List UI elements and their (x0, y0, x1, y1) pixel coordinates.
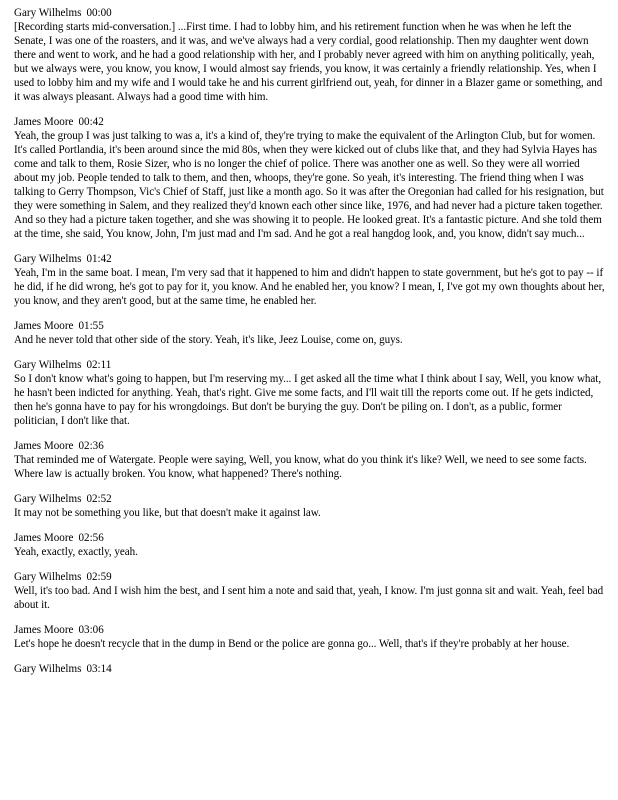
transcript-entry (14, 492, 606, 520)
transcript-entry (14, 358, 606, 428)
utterance-text: Yeah, I'm in the same boat. I mean, I'm very sad that it happened to him and didn't happen to state government, but he's got to pay -- if he did, if he did wrong, he's got to pay for it, you know. And he enabled her, you know? I mean, I, I've got my own thoughts about her, you know, and they aren't good, but at the same time, he enabled her. (14, 267, 605, 307)
utterance-text: [Recording starts mid-conversation.] ...First time. I had to lobby him, and his retirement function when he was when he left the Senate, I was one of the roasters, and it was, and we've always had a very cordial, good relationship. Then my daughter went down there and went to work, and he had a good relationship with her, and I probably never agreed with him on anything politically, yeah, but we always were, you know, you know, I would almost say friends, you know, it was certainly a friendly relationship. Yes, when I used to lobby him and my wife and I would take he and his current girlfriend out, yeah, for dinner in a Blazer game or something, and it was always pleasant. Always had a good time with him. (14, 21, 603, 103)
speaker-line (14, 623, 606, 637)
transcript-entry (14, 252, 606, 308)
speaker-line (14, 492, 606, 506)
utterance-text: Let's hope he doesn't recycle that in the dump in Bend or the police are gonna go... Well, that's if they're probably at her house. (14, 638, 570, 650)
speaker-line (14, 252, 606, 266)
speaker-name: Gary Wilhelms (14, 663, 82, 675)
speaker-line (14, 358, 606, 372)
transcript-entry (14, 115, 606, 241)
utterance-text: And he never told that other side of the story. Yeah, it's like, Jeez Louise, come on, guys. (14, 334, 403, 346)
speaker-name: Gary Wilhelms (14, 571, 82, 583)
utterance-text: It may not be something you like, but that doesn't make it against law. (14, 507, 321, 519)
transcript-entry (14, 319, 606, 347)
utterance-text: Yeah, exactly, exactly, yeah. (14, 546, 138, 558)
speaker-name: James Moore (14, 624, 74, 636)
timestamp: 02:36 (78, 440, 104, 452)
timestamp: 02:52 (86, 493, 112, 505)
timestamp: 02:56 (78, 532, 104, 544)
transcript-entry (14, 531, 606, 559)
speaker-line (14, 570, 606, 584)
speaker-line (14, 662, 606, 676)
timestamp: 01:42 (86, 253, 112, 265)
timestamp: 00:00 (86, 7, 112, 19)
utterance-text: Yeah, the group I was just talking to was a, it's a kind of, they're trying to make the equivalent of the Arlington Club, but for women. It's called Portlandia, it's been around since the mid 80s, when they were kicked out of clubs like that, and they had Sylvia Hayes has come and talk to them, Rosie Sizer, who is no longer the chief of police. There was another one as well. So they were all worried about my job. People tended to talk to them, and then, whoops, they're gone. So yeah, it's interesting. The friend thing when I was talking to Gerry Thompson, Vic's Chief of Staff, just like a month ago. So it was after the Oregonian had called for his resignation, but they were something in Salem, and they realized they'd known each other since like, 1976, and had never had a picture taken together. And so they had a picture taken together, and she was showing it to people. He looked great. It's a fantastic picture. And she told them at the time, she said, You know, John, I'm just mad and I'm sad. And he got a real hangdog look, and, you know, didn't say much... (14, 130, 604, 240)
speaker-line (14, 439, 606, 453)
speaker-line (14, 6, 606, 20)
speaker-name: James Moore (14, 320, 74, 332)
transcript-entry (14, 623, 606, 651)
transcript-entry (14, 570, 606, 612)
timestamp: 01:55 (78, 320, 104, 332)
transcript (14, 6, 606, 687)
speaker-name: Gary Wilhelms (14, 7, 82, 19)
speaker-name: Gary Wilhelms (14, 253, 82, 265)
speaker-line (14, 115, 606, 129)
timestamp: 03:14 (86, 663, 112, 675)
transcript-entry (14, 6, 606, 104)
speaker-line (14, 319, 606, 333)
timestamp: 02:59 (86, 571, 112, 583)
utterance-text: That reminded me of Watergate. People were saying, Well, you know, what do you think it's like? Well, we need to see some facts. Where law is actually broken. You know, what happened? There's nothing. (14, 454, 587, 480)
speaker-line (14, 531, 606, 545)
utterance-text: Well, it's too bad. And I wish him the best, and I sent him a note and said that, yeah, I know. I'm just gonna sit and wait. Yeah, feel bad about it. (14, 585, 604, 611)
speaker-name: Gary Wilhelms (14, 359, 82, 371)
speaker-name: James Moore (14, 116, 74, 128)
transcript-entry (14, 439, 606, 481)
utterance-text: So I don't know what's going to happen, but I'm reserving my... I get asked all the time what I think about I say, Well, you know what, he hasn't been indicted for anything. Yeah, that's right. Give me some facts, and I'll wait till the reports come out. If he gets indicted, then he's gonna have to pay for his wrongdoings. But don't be burying the guy. Don't be piling on. I don't, as a public, former politician, I don't like that. (14, 373, 602, 427)
speaker-name: James Moore (14, 532, 74, 544)
timestamp: 03:06 (78, 624, 104, 636)
timestamp: 02:11 (86, 359, 112, 371)
timestamp: 00:42 (78, 116, 104, 128)
speaker-name: Gary Wilhelms (14, 493, 82, 505)
transcript-entry (14, 662, 606, 676)
speaker-name: James Moore (14, 440, 74, 452)
